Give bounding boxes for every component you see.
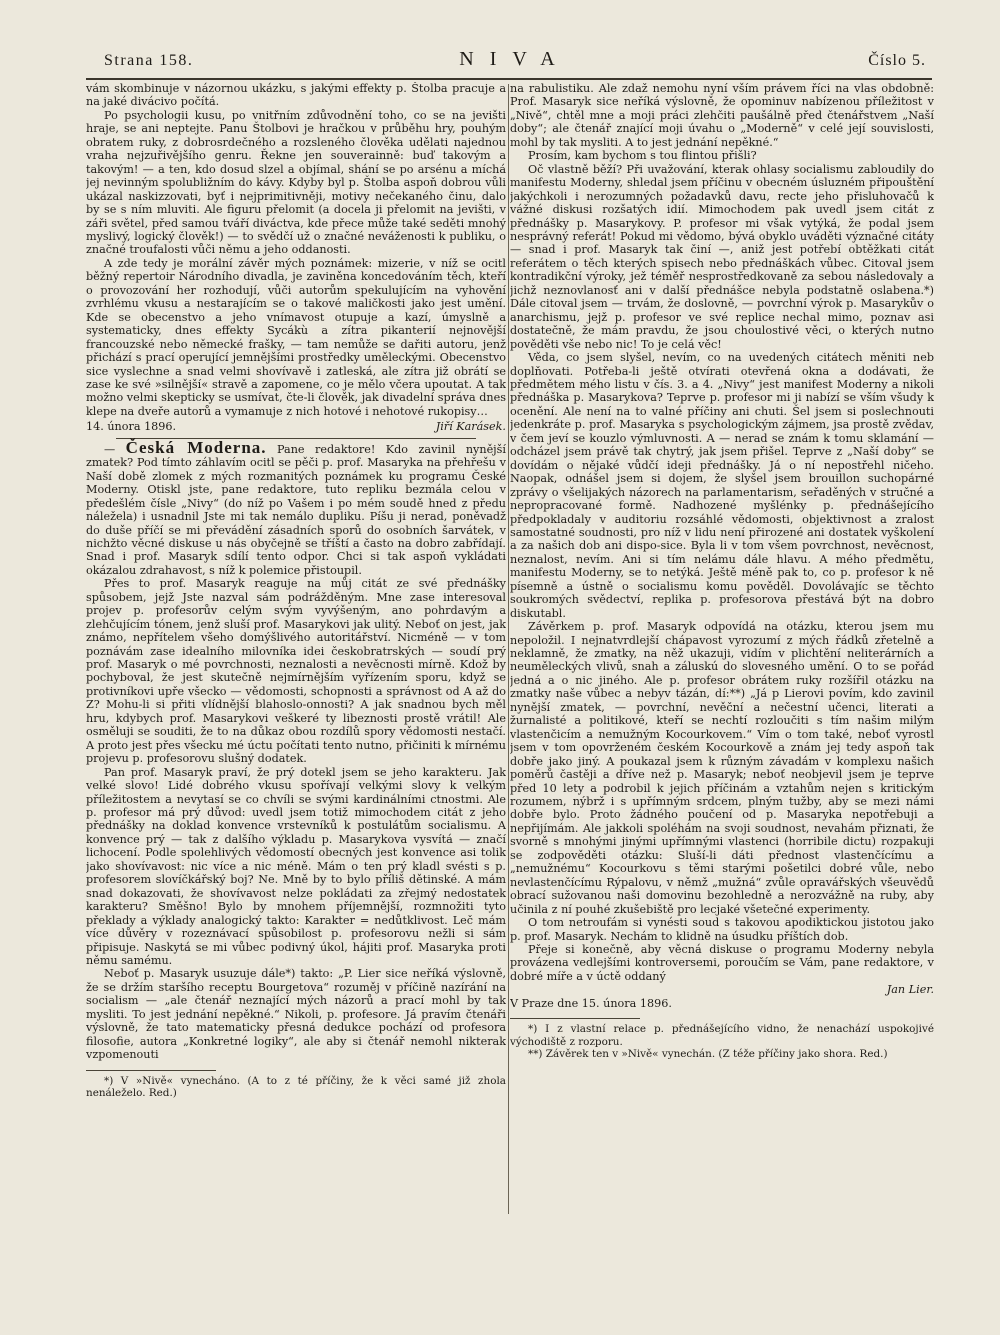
header-rule (86, 78, 932, 80)
letter-date: V Praze dne 15. února 1896. (510, 996, 672, 1010)
left-column (86, 82, 506, 1262)
section-paragraph: — Česká Moderna. Pane redaktore! Kdo zavinil nynější zmatek? Pod tímto záhlavím ocitl se pěči p. prof. Masaryka na přehřešu v Naší době zlomek z mých rozmanitých poznámek ku programu České Moderny. Otiskl jste, pane redaktore, tuto repliku bezmála celou v předešlém čísle „Nivy“ (do níž po Vašem i po mém soudě hned z předu náležela) i usnadnil Jste mi tak nemálo dupliku. Píšu ji nerad, poněvadž do duše příčí se mi převádění zásadních sporů do osobních šarvátek, v nichžto věcné diskuse u nás obyčejně se tříští a často na dobro zabřídají. Snad i prof. Masaryk sdílí tento odpor. Chci si tak aspoň vykládati okázalou zdrahavost, s níž k polemice přistoupil. (86, 437, 506, 577)
right-paragraph-4: Věda, co jsem slyšel, nevím, co na uvedených citátech měniti neb doplňovati. Potřeba-li ještě otvírati otevřená okna a dodávati, že předmětem mého listu v čís. 3. a 4. „Nivy“ jest manifest Moderny a nikoli přednáška p. Masarykova? Teprve p. profesor mi ji nabízí se vším všudy k ocenění. Ale není na to valné příčiny ani chuti. Šel jsem si poslechnouti jedenkráte p. prof. Masaryka s psychologickým zájmem, jsa prostě zvědav, v čem jeví se kouzlo výmluvnosti. A — nerad se znám k tomu sklamání — odcházel jsem právě tak chytrý, jak jsem přišel. Teprve z „Naší doby“ se dovídám o nějaké vůdčí ideji přednášky. Já o ní nepostřehl ničeho. Naopak, odnášel jsem si dojem, že slyšel jsem brouillon suchopárné zprávy o všelijakých názorech na parlamentarism, seřaděných v stručné a nepropracované formě. Nadhozené myšlénky p. přednášejícího předpokladaly v auditoriu rozsáhlé vědomosti, objektivnost a zralost samostatné soudnosti, pro níž v lidu není přirozené ani dostatek vyškolení a za našich dob ani dispo-sice. Byla li v tom všem povrchnost, nevěcnost, neznalost, nevím. Ani si tím nelámu dále hlavu. A mého předmětu, manifestu Moderny, se to netýká. Ještě méně pak to, co p. profesor k ně písemně a ústně o socialismu komu pověděl. Dovolávajíc se těchto soukromých svědectví, replika p. profesorova přestává být na dobro diskutabl. (510, 351, 934, 620)
left-paragraph-3: A zde tedy je morální závěr mých poznámek: mizerie, v níž se ocitl běžný repertoir Národního divadla, je zaviněna koncedováním těch, kteří o provozování her rozhodují, vůči autorům spekulujícím na vyhovění zvrhlému vkusu a nestarajícím se o takové maličkosti jako jest umění. Kde se obecenstvo a jeho vnímavost otupuje a kazí, úmyslně a systematicky, dnes effekty Sycákù a zítra pikanterií nejnovější francouzské nebo německé frašky, — tam nemůže se dařiti autoru, jenž přichází s prací operující jemnějšími prostředky uměleckými. Obecenstvo sice vyslechne a snad velmi shovívavě i zatleská, ale zítra již obrátí se zase ke své »silnější« stravě a zapomene, co je mělo včera upoutat. A tak možno velmi skepticky se usmívat, čte-li člověk, jak divadelní správa dnes klepe na dveře autorů a vymamuje z nich hotové i nehotové rukopisy… (86, 256, 506, 418)
column-divider (508, 84, 509, 1214)
section-title: Česká Moderna. (125, 437, 267, 457)
footnote-rule (510, 1018, 640, 1019)
left-paragraph-7: Neboť p. Masaryk usuzuje dále*) takto: „P. Lier sice neříká výslovně, že se držím staršího receptu Bourgetova“ rozuměj v příčině nazírání na socialism — „ale čtenář neznající mých názorů a prací mohl by tak mysliti. To jest jednání nepěkné.“ Nikoli, p. profesore. Já pravím čtenáři výslovně, že tato matematicky přesná dedukce pochází od profesora filosofie, autora „Konkretné logiky“, ale aby si čtenář nemohl nikterak vzpomenouti (86, 967, 506, 1062)
right-paragraph-1: na rabulistiku. Ale zdaž nemohu nyní vším právem říci na vlas obdobně: Prof. Masaryk sice neříká výslovně, že opominuv nabízenou příležitost v „Nivě“, chtěl mne a moji práci zlehčiti paušálně před čtenářstvem „Naší doby“; ale čtenář znající moji úvahu o „Moderně“ v celé její souvislosti, mohl by tak mysliti. A to jest jednání nepěkné.“ (510, 82, 934, 149)
right-paragraph-5: Závěrkem p. prof. Masaryk odpovídá na otázku, kterou jsem mu nepoložil. I nejnatvrdlejší chápavost vyrozumí z mých řádků zřetelně a neklamně, že zmatky, na něž ukazuji, vidím v plichtění neliterárních a neuměleckých vlivů, snah a záluskú do slovesného umění. O to se pořád jedná a o nic jiného. Ale p. profesor obrátem ruky rozšířil otázku na zmatky naše vůbec a nebyv tázán, dí:**) „Já p Lierovi povím, kdo zavinil nynější zmatek, — povrchní, nevěční a nečestní učenci, literati a žurnalisté a politikové, kteří se nechtí rozloučiti s tím našim milým vlastenčicím a nemužným Kocourkovem.“ Vím o tom také, neboť vyrostl jsem v tom opovrženém českém Kocourkově a znám jej tedy aspoň tak dobře jako jiný. A poukazal jsem k různým závadám v komplexu našich poměrů častěji a dříve než p. Masaryk; neboť neobjevil jsem je teprve před 10 lety a podrobil k jejich příčinám a vztahům nejen s kritickým rozumem, nýbrž i s upřímným srdcem, plným tužby, aby se mezi námi dobře bylo. Proto žádného poučení od p. Masaryka nepotřebuji a nepřijímám. Ale jakkoli spoléhám na svoji soudnost, nevahám přiznati, že svorně s mnohými jinými upřímnými vlastenci (horribile dictu) rozpakuji se zodpověděti otázku: Sluší-li dáti přednost vlastenčícímu a „nemužnému“ Kocourkovu s těmi starými pošetilci dobré vůle, nebo nevlastenčícímu Rýpalovu, v němž „mužná“ zvůle opravářských všeuvědů obrací sužovanou naši domovinu bezohledně a nerozvážně na ruby, aby učinila z ní pouhé zkušebiště pro lecjaké všetečné experimenty. (510, 620, 934, 916)
left-paragraph-6: Pan prof. Masaryk praví, že prý dotekl jsem se jeho karakteru. Jak velké slovo! Lidé dobrého vkusu spořívají velkými slovy k velkým příležitostem a nevytasí se co chvíli se svými kardinálními ctnostmi. Ale p. profesor má prý důvod: uvedl jsem totiž mimochodem citát z jeho přednášky na doklad konvence vrstevníků k postulátům socialismu. A konvence prý — tak z dalšího výkladu p. Masarykova vysvítá — značí lichocení. Podle spolehlivých vědomostí obecných jest konvence asi tolik jako shovívavost: nic více a nic méně. Mám o ten prý kladl svésti s p. profesorem slovíčkářský boj? Ne. Mně by to bylo příliš dětinské. A mám snad dokazovati, že shovívavost nelze pokládati za zřejmý nedostatek karakteru? Směšno! Bylo by mnohem příjemnější, rozmnožiti tyto překlady a výklady analogický takto: Karakter = nedůtklivost. Leč mám více důvěry v rozeznávací spůsobilost p. profesorovu nežli si sám připisuje. Naskytá se mi vůbec podivný úkol, hájiti prof. Masaryka proti němu samému. (86, 765, 506, 967)
article-author: Jiří Karásek. (435, 420, 506, 434)
left-paragraph-1: vám skombinuje v názornou ukázku, s jakými effekty p. Štolba pracuje a na jaké divácivo počítá. (86, 82, 506, 109)
article-dateline (86, 420, 506, 433)
right-column (510, 82, 934, 1302)
right-paragraph-7: Přeje si konečně, aby věcná diskuse o programu Moderny nebyla provázena vedlejšími kontroversemi, poroučím se Vám, pane redaktore, v dobré míře a v úctě oddaný (510, 943, 934, 983)
right-footnote-2: **) Závěrek ten v »Nivě« vynechán. (Z téže příčiny jako shora. Red.) (528, 1048, 888, 1061)
right-paragraph-6: O tom netroufám si vynésti soud s takovou apodiktickou jistotou jako p. prof. Masaryk. Nechám to klidně na úsudku příštích dob. (510, 916, 934, 943)
right-footnote-1: *) I z vlastní relace p. přednášejícího vidno, že nenachází uspokojivé východiště z rozporu. (510, 1023, 934, 1048)
journal-title: NIVA (459, 48, 571, 70)
section-opening: Pane redaktore! Kdo zavinil nynější zmatek? Pod tímto záhlavím ocitl se pěči p. prof. Masaryka na přehřešu v Naší době zlomek z mých rozmanitých poznámek ku programu České Moderny. Otiskl jste, pane redaktore, tuto repliku bezmála celou v předešlém čísle „Nivy“ (do níž po Vašem i po mém soudě hned z předu náležela) i usnadnil Jste mi tak nemálo dupliku. Píšu ji nerad, poněvadž do duše příčí se mi převádění zásadních sporů do osobních šarvátek, v nichžto věcné diskuse u nás obyčejně se tříští a často na dobro zabřídají. Snad i prof. Masaryk sdílí tento odpor. Chci si tak aspoň vykládati okázalou zdrahavost, s níž k polemice přistoupil. (86, 442, 506, 577)
issue-number: Číslo 5. (868, 52, 926, 69)
page-number: Strana 158. (104, 52, 194, 69)
article-date: 14. února 1896. (86, 420, 177, 434)
running-header (104, 48, 926, 76)
right-paragraph-2: Prosím, kam bychom s tou flintou přišli? (528, 149, 757, 163)
letter-signature: Jan Lier. (886, 983, 934, 997)
left-paragraph-2: Po psychologii kusu, po vnitřním zdůvodnění toho, co se na jevišti hraje, se ani neptejte. Panu Štolbovi je hračkou v průběhu hry, pouhým obratem ruky, z dobrosrdečného a rozsleného člověka udělati najednou vraha nejzuřivějšího genru. Řekne jen souverainně: buď takovým a takovým! — a ten, kdo dosud slzel a objímal, shání se po arsénu a míchá jej nevinným spolubližním do kávy. Kdyby byl p. Štolba aspoň dobrou vůli ukázal naskizzovati, byť i nejprimitivněji, motivy nečekaného činu, dalo by se s ním mluviti. Ale figuru přelomit (a docela ji přelomit na jevišti, v záři světel, před samou tváří diváctva, kde přece může také seděti mnohý myslivý, logický člověk!) — to svědčí už o značné neváženosti k publiku, o značné troufalosti vůči němu a jeho oddanosti. (86, 108, 506, 257)
left-footnote: *) V »Nivě« vynecháno. (A to z té příčiny, že k věci samé již zhola nenáleželo. Red.) (86, 1074, 506, 1100)
footnote-rule (86, 1070, 216, 1071)
left-paragraph-5: Přes to prof. Masaryk reaguje na můj citát ze své přednášky spůsobem, jejž Jste nazval sám podrážděným. Mne zase interesoval projev p. profesorův celým svým vyvýšeným, ano pohrdavým a zlehčujícím tónem, jenž sluší prof. Masarykovi jak ulitý. Neboť on jest, jak známo, nepřítelem všeho domýšlivého autoritářství. Nicméně — v tom poznávám zase idealního milovníka idei českobratrských — soudí prý prof. Masaryk o mé povrchnosti, neznalosti a nevěcnosti mírně. Kdož by pochyboval, že jest skutečně nejmírnějším vyřízením sporu, když se protivníkovi upře všecko — vědomosti, schopnosti a správnost od A až do Z? Mohu-li si přiti vlídnější blahoslo-onnosti? A jak snadnou bych měl hru, kdybych prof. Masarykovi veškeré ty libeznosti prostě vrátil! Ale osměluji se souditi, že to na důkaz obou rozdílů spory vědomosti nestačí. A proto jest přes všecku mé úctu počítati tento nutno, přičiniti k mírnému projevu p. profesorovu slušný dodatek. (86, 577, 506, 766)
right-paragraph-3: Oč vlastně běží? Při uvažování, kterak ohlasy socialismu zabloudily do manifestu Moderny, shledal jsem příčinu v obecném úsluzném připouštění jakýchkoli i nerozumných požadavků davu, recte jeho přisluhovačů k vážné diskusi rozšatých idií. Mimochodem pak uvedl jsem citát z přednášky p. Masarykovy. P. profesor mi však vytýká, že podal jsem nesprávný referát! Pokud mi vědomo, bývá obyklo uváděti význačné citáty — snad i prof. Masaryk tak činí —, aniž jest potřebí obtěžkati citát referátem o těch kterých spisech nebo přednáškách vůbec. Citoval jsem kontradikční výroky, jež téměř nesprostředkovaně za sebou následovaly a jichž neznovlanosť ani v další přednášce nebyla podstatně oslabena.*) Dále citoval jsem — trvám, že doslovně, — povrchní výrok p. Masarykův o anarchismu, jejž p. profesor ve své replice nechal mimo, poznav asi dostatečně, že mám pravdu, že jsou choulostivé věci, o kterých nutno pověděti vše nebo nic! To je celá věc! (510, 162, 934, 351)
